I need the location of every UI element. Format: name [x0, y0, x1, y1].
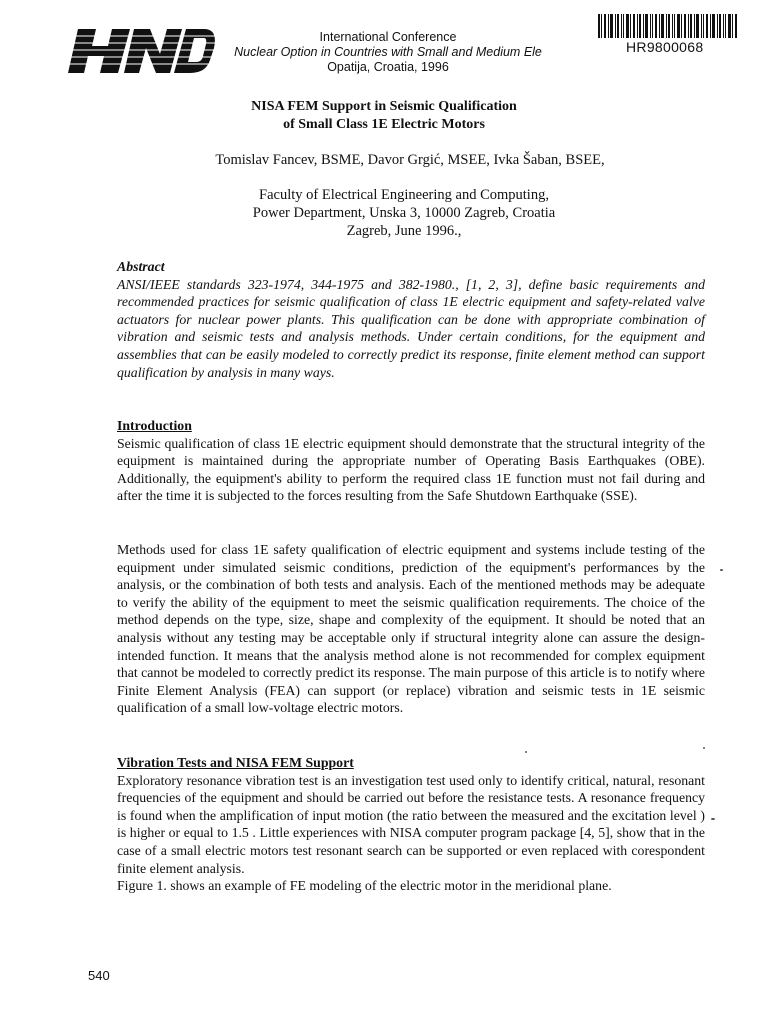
vibration-heading: Vibration Tests and NISA FEM Support: [117, 755, 354, 770]
authors: Tomislav Fancev, BSME, Davor Grgić, MSEE, Ivka Šaban, BSEE,: [215, 152, 605, 168]
title-line-2: of Small Class 1E Electric Motors: [283, 117, 485, 132]
scan-speck: [525, 751, 527, 753]
introduction-section: [117, 417, 705, 505]
abstract-text: ANSI/IEEE standards 323-1974, 344-1975 and 382-1980., [1, 2, 3], define basic requirements and recommended practices for seismic qualification of class 1E electric equipment and safety-related valve actuators for nuclear power plants. This qualification can be done with appropriate combination of vibration and seismic tests and analysis methods. Under certain conditions, for the equipment and assemblies that can be easily modeled to correctly predict its response, finite element method can support qualification by analysis in many ways.: [117, 276, 705, 380]
conference-title: International Conference: [319, 30, 457, 44]
abstract-heading: Abstract: [117, 259, 165, 274]
affiliation-line-3: Zagreb, June 1996.,: [346, 223, 462, 239]
paper-title: [0, 98, 768, 134]
title-line-1: NISA FEM Support in Seismic Qualification: [251, 99, 517, 114]
affiliation-line-2: Power Department, Unska 3, 10000 Zagreb, Croatia: [252, 205, 556, 221]
vibration-paragraph-1: Exploratory resonance vibration test is an investigation test used only to identify critical, natural, resonant frequencies of the equipment and should be carried out before the resistance tests. A resonance frequency is found when the amplification of input motion (the ratio between the measured and the excitation level ) is higher or equal to 1.5 . Little experiences with NISA computer program package [4, 5], show that in the case of a small electric motors test resonant search can be supported or even replaced with corespondent finite element analysis.: [117, 772, 705, 876]
conference-header: [218, 30, 558, 75]
conference-location: Opatija, Croatia, 1996: [327, 60, 449, 74]
abstract-section: [117, 258, 705, 381]
scan-speck: [703, 747, 705, 749]
introduction-paragraph-2-block: [117, 541, 705, 717]
vibration-paragraph-2: Figure 1. shows an example of FE modeling of the electric motor in the meridional plane.: [117, 878, 612, 894]
affiliation: [0, 186, 768, 240]
introduction-paragraph-2: Methods used for class 1E safety qualification of electric equipment and systems include testing of the equipment under simulated seismic conditions, prediction of the equipment's performances by the analysis, or the combination of both tests and analysis. Each of the mentioned methods may be adequate to verify the ability of the equipment to meet the seismic qualification requirements. The choice of the method depends on the type, size, shape and complexity of the equipment. It should be noted that an analysis without any testing may be acceptable only if structural integrity alone can assure the design-intended function. It means that the analysis method alone is not recommended for complex equipment that cannot be modeled to correctly predict its response. The main purpose of this article is to notify where Finite Element Analysis (FEA) can support (or replace) vibration and seismic tests in 1E seismic qualification of a small low-voltage electric motors.: [117, 542, 705, 716]
page-number: 540: [88, 968, 110, 983]
introduction-heading: Introduction: [117, 418, 192, 433]
affiliation-line-1: Faculty of Electrical Engineering and Computing,: [259, 187, 549, 203]
hnd-logo: [68, 26, 216, 76]
vibration-section: [117, 754, 705, 895]
report-number: HR9800068: [626, 39, 704, 55]
scan-speck: [720, 569, 723, 571]
introduction-paragraph-1: Seismic qualification of class 1E electric equipment should demonstrate that the structural integrity of the equipment is maintained during the appropriate number of Operating Basis Earthquakes (OBE). Additionally, the equipment's ability to perform the required class 1E function must not fail during and after the time it is subjected to the forces resulting from the Safe Shutdown Earthquake (SSE).: [117, 435, 705, 504]
scan-speck: [711, 818, 715, 820]
conference-subtitle: Nuclear Option in Countries with Small and Medium Ele: [234, 45, 542, 59]
barcode: [598, 14, 738, 38]
